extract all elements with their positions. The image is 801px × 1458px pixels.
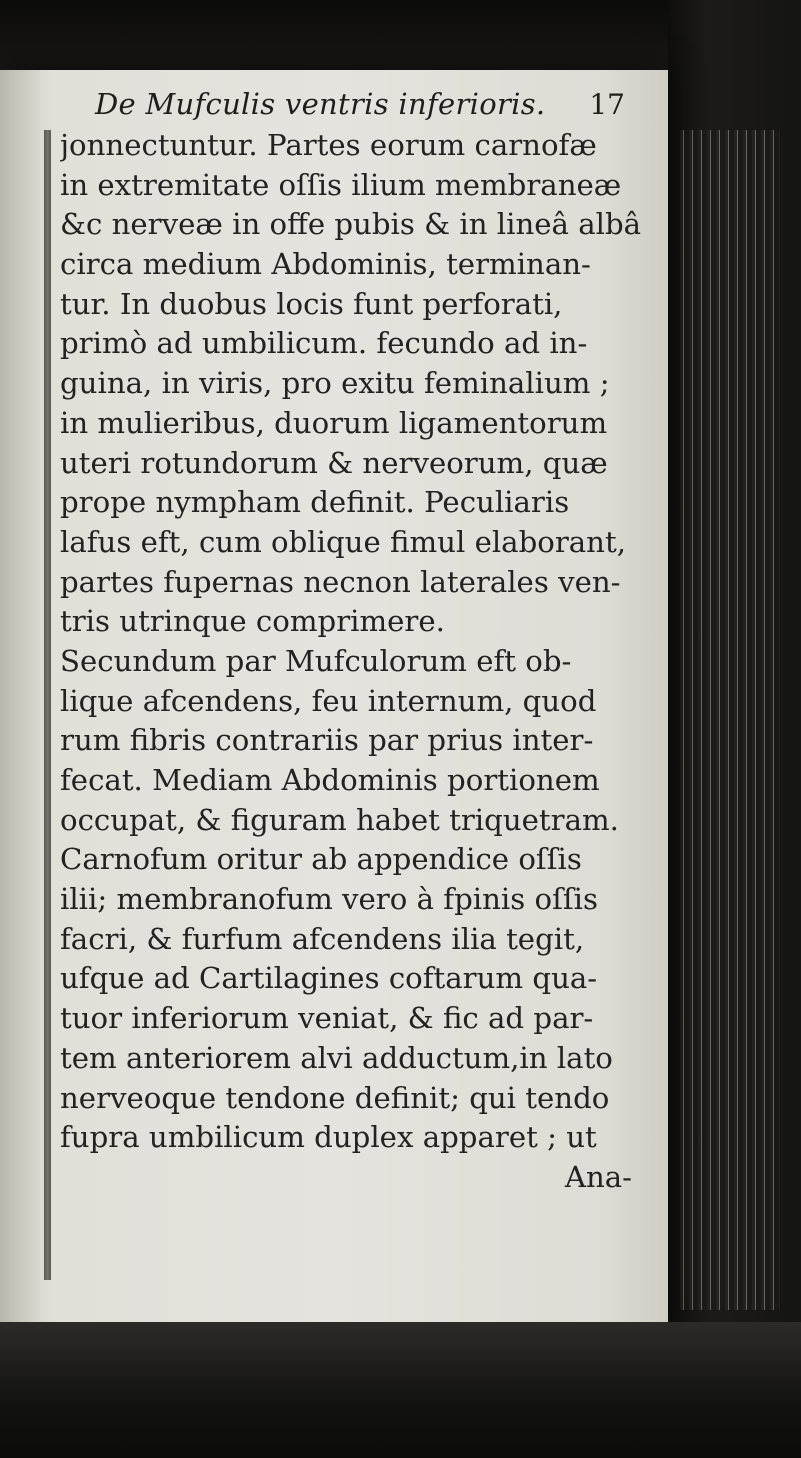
text-line: circa medium Abdominis, terminan- — [60, 247, 591, 282]
bottom-shadow — [0, 1322, 801, 1458]
text-line: in mulieribus, duorum ligamentorum — [60, 405, 608, 440]
text-line: guina, in viris, pro exitu feminalium ; — [60, 366, 610, 401]
text-line: tris utrinque comprimere. — [60, 604, 445, 639]
text-line: lique afcendens, feu internum, quod — [60, 683, 597, 718]
body-text — [60, 126, 660, 1198]
text-line: primò ad umbilicum. fecundo ad in- — [60, 326, 588, 361]
text-line: occupat, & figuram habet triquetram. — [60, 802, 619, 837]
text-line: fupra umbilicum duplex apparet ; ut — [60, 1120, 597, 1155]
page-stack-edge — [680, 130, 780, 1310]
text-line: uteri rotundorum & nerveorum, quæ — [60, 445, 608, 480]
text-line: facri, & furfum afcendens ilia tegit, — [60, 921, 585, 956]
text-line: nerveoque tendone definit; qui tendo — [60, 1080, 610, 1115]
text-line: partes fupernas necnon laterales ven- — [60, 564, 621, 599]
text-line: tem anteriorem alvi adductum,in lato — [60, 1040, 613, 1075]
text-line: ufque ad Cartilagines coftarum qua- — [60, 961, 598, 996]
text-line: lafus eft, cum oblique fimul elaborant, — [60, 524, 626, 559]
text-line: ilii; membranofum vero à fpinis oſſis — [60, 882, 598, 917]
page-gutter — [0, 70, 40, 1322]
text-line: jonnectuntur. Partes eorum carnofæ — [60, 128, 597, 162]
text-line: in extremitate oſſis ilium membraneæ — [60, 167, 622, 202]
page-header — [95, 82, 625, 126]
catchword: Ana- — [564, 1159, 632, 1194]
text-line: tuor inferiorum veniat, & fic ad par- — [60, 1001, 594, 1036]
text-line: Carnofum oritur ab appendice oſſis — [60, 842, 582, 877]
text-line: rum fibris contrariis par prius inter- — [60, 723, 594, 758]
binding-fold — [44, 130, 51, 1280]
page-number: 17 — [589, 87, 625, 121]
text-line: &c nerveæ in offe pubis & in lineâ albâ — [60, 207, 642, 242]
running-head: De Mufculis ventris inferioris. — [95, 87, 546, 121]
text-line: fecat. Mediam Abdominis portionem — [60, 763, 600, 797]
text-line: Secundum par Mufculorum eft ob- — [60, 643, 572, 678]
text-line: tur. In duobus locis funt perforati, — [60, 286, 563, 321]
text-line: prope nympham definit. Peculiaris — [60, 485, 570, 520]
